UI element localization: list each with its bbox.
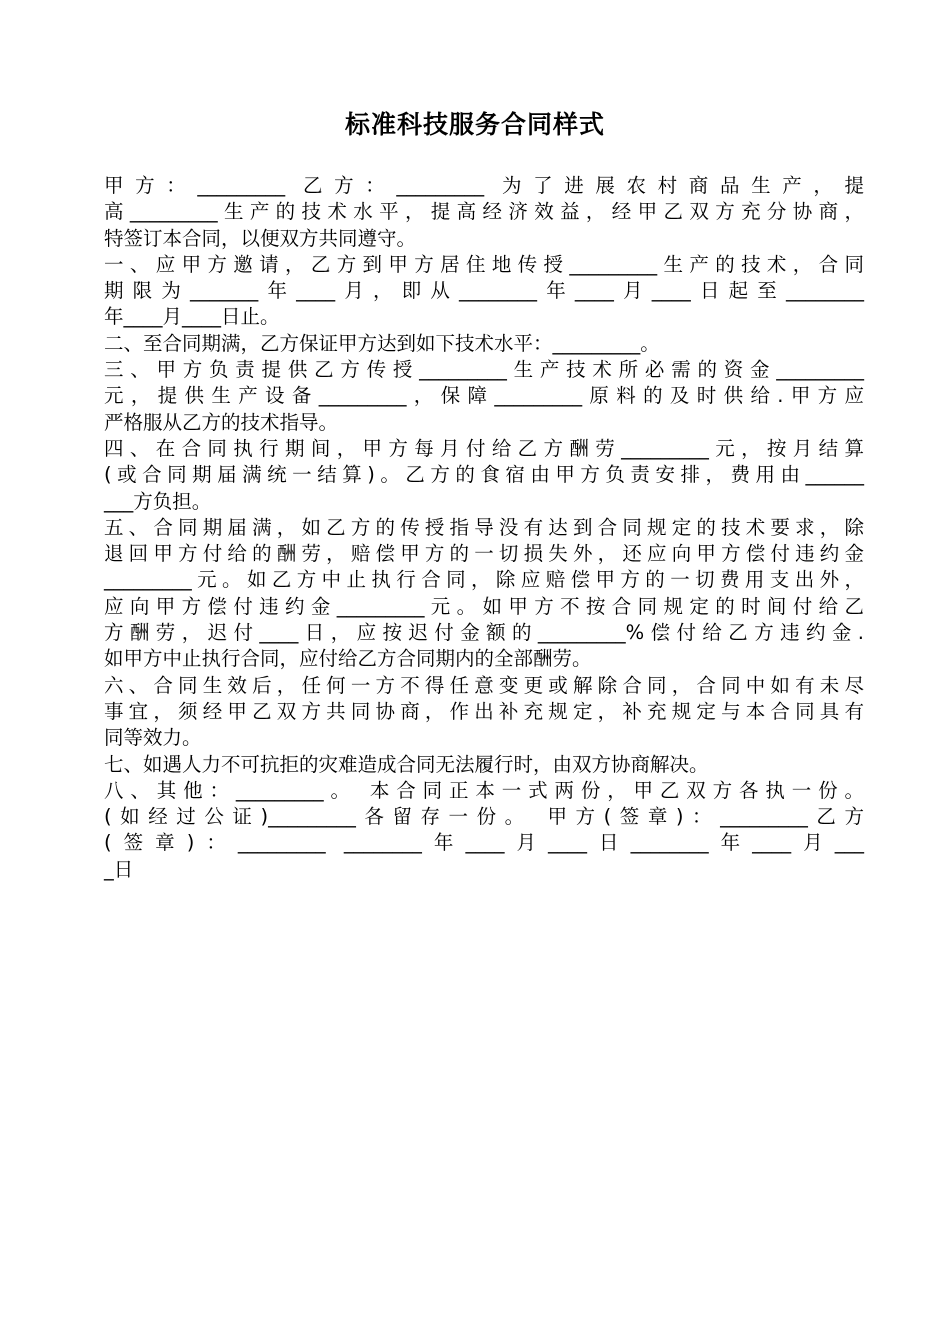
text-line: (或合同期届满统一结算)。乙方的食宿由甲方负责安排，费用由______ [104,463,864,487]
text-line: 一、应甲方邀请，乙方到甲方居住地传授_________生产的技术，合同 [104,252,864,276]
text-line: (签章)：_________ ________年____月____日________年____月___ [104,831,864,855]
text-line: 退回甲方付给的酬劳，赔偿甲方的一切损失外，还应向甲方偿付违约金 [104,542,864,566]
text-line: 严格服从乙方的技术指导。 [104,410,339,434]
text-line: 高_________生产的技术水平，提高经济效益，经甲乙双方充分协商， [104,200,864,224]
text-line: 五、合同期届满，如乙方的传授指导没有达到合同规定的技术要求，除 [104,515,864,539]
text-line: 应向甲方偿付违约金_________元。如甲方不按合同规定的时间付给乙 [104,594,864,618]
text-line: ___方负担。 [104,489,212,513]
text-line: 如甲方中止执行合同，应付给乙方合同期内的全部酬劳。 [104,647,592,671]
text-line: 七、如遇人力不可抗拒的灾难造成合同无法履行时，由双方协商解决。 [104,752,709,776]
text-line: _日 [104,857,134,881]
text-line: 元，提供生产设备_________，保障_________原料的及时供给.甲方应 [104,384,864,408]
text-line: 年____月____日止。 [104,305,280,329]
text-line: 四、在合同执行期间，甲方每月付给乙方酬劳_________元，按月结算 [104,436,864,460]
text-line: 八、其他：_________。 本合同正本一式两份，甲乙双方各执一份。 [104,778,864,802]
contract-body [104,173,864,883]
text-line: 六、合同生效后，任何一方不得任意变更或解除合同，合同中如有未尽 [104,673,864,697]
text-line: 甲方：_________ 乙方：_________ 为了进展农村商品生产，提 [104,174,864,197]
text-line: (如经过公证)_________各留存一份。 甲方(签章)：_________乙方 [104,805,864,829]
text-line: 三、甲方负责提供乙方传授_________生产技术所必需的资金_________ [104,358,864,382]
text-line: 同等效力。 [104,726,202,750]
document-title: 标准科技服务合同样式 [344,110,605,139]
text-line: 事宜，须经甲乙双方共同协商，作出补充规定，补充规定与本合同具有 [104,699,864,723]
text-line: 期限为_______年____月，即从________年____月____日起至________ [104,279,864,303]
text-line: 特签订本合同，以便双方共同遵守。 [104,226,417,250]
text-line: _________元。如乙方中止执行合同，除应赔偿甲方的一切费用支出外， [104,568,864,592]
text-line: 二、至合同期满，乙方保证甲方达到如下技术水平：_________。 [104,331,660,355]
text-line: 方酬劳，迟付____日，应按迟付金额的_________%偿付给乙方违约金. [104,621,864,645]
